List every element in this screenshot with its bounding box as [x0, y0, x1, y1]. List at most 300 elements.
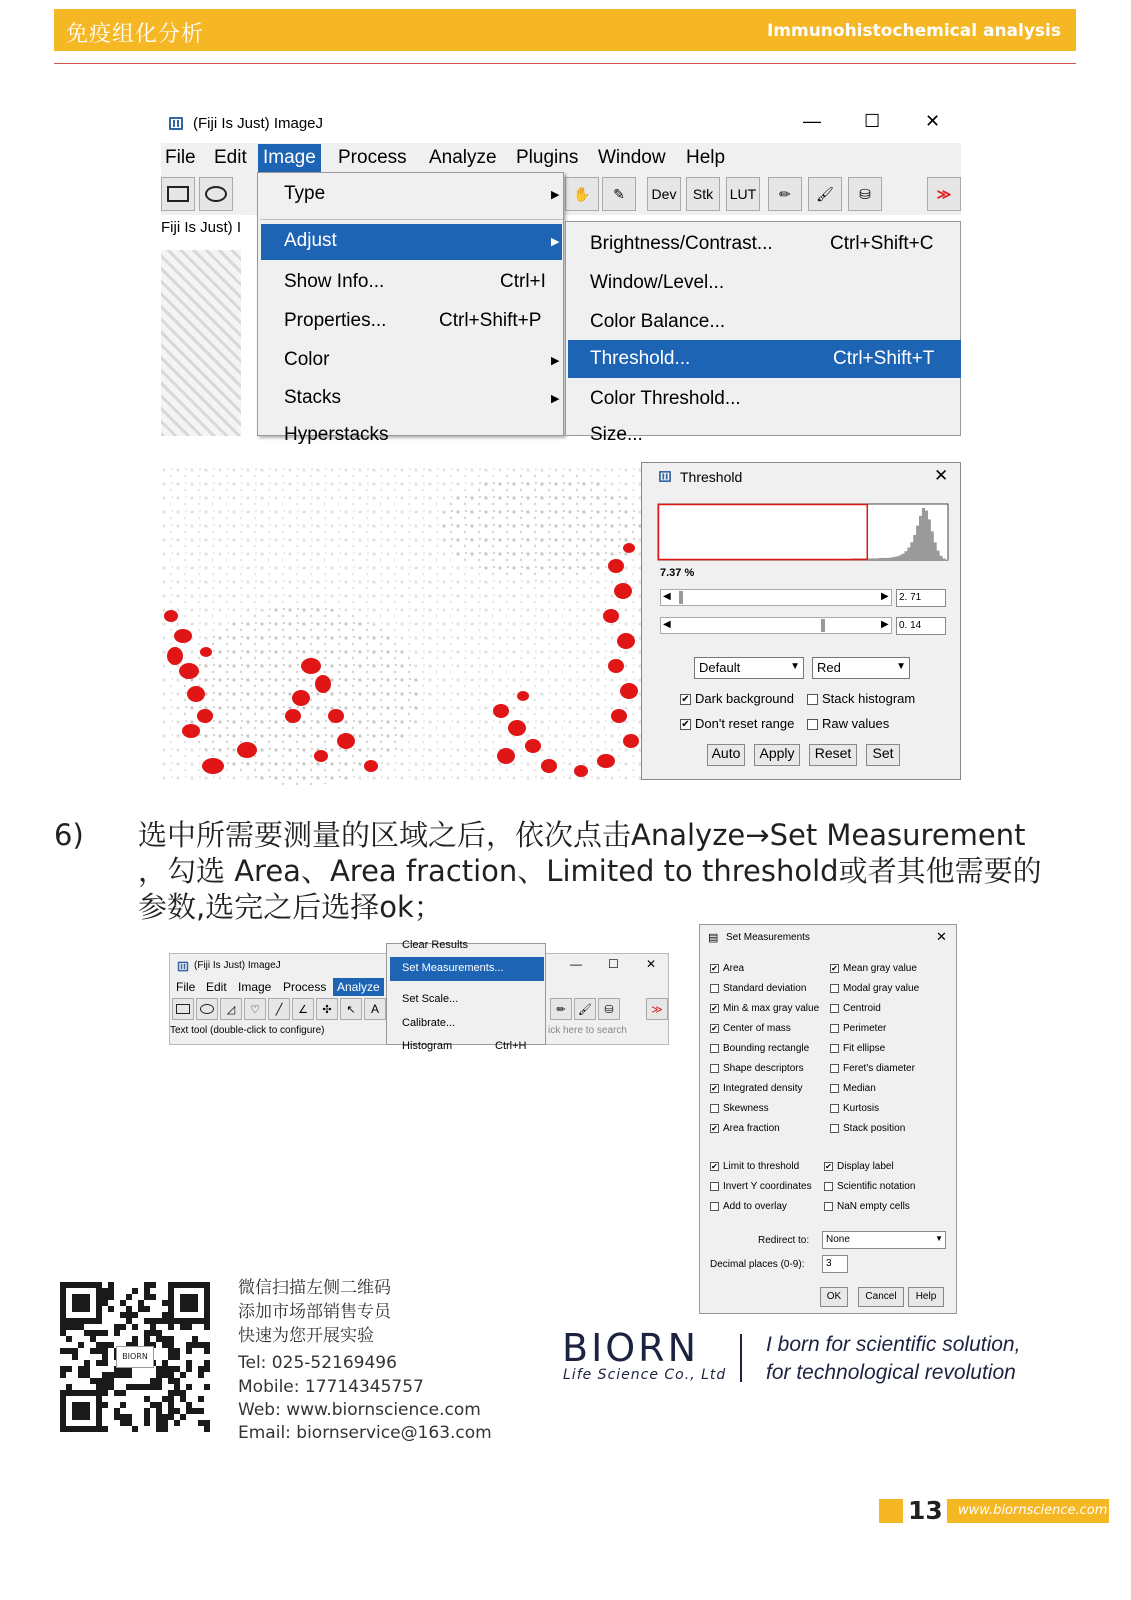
checkbox-label: Mean gray value: [843, 963, 917, 974]
qr-module: [126, 1420, 132, 1426]
qr-module: [126, 1306, 132, 1312]
qr-module: [162, 1342, 168, 1348]
checkbox-label: Shape descriptors: [723, 1063, 804, 1074]
qr-module: [156, 1372, 162, 1378]
shortcut: Ctrl+Shift+P: [439, 310, 542, 331]
footer-url[interactable]: www.biornscience.com: [958, 1503, 1108, 1518]
checkbox-feret-s-diameter[interactable]: [830, 1063, 915, 1074]
qr-module: [114, 1372, 120, 1378]
histogram: [658, 504, 948, 560]
set-button[interactable]: Set: [866, 744, 900, 766]
qr-module: [96, 1288, 102, 1294]
menu-item-histogram[interactable]: Histogram: [402, 1040, 453, 1052]
qr-code: [60, 1282, 210, 1432]
qr-module: [132, 1312, 138, 1318]
imagej-icon: [169, 117, 183, 130]
checkbox-label: Modal gray value: [843, 983, 920, 994]
menu-item-hyperstacks[interactable]: Hyperstacks: [284, 424, 389, 445]
qr-module: [66, 1426, 72, 1432]
qr-module: [204, 1384, 210, 1390]
qr-module: [78, 1426, 84, 1432]
line-tool[interactable]: [268, 998, 290, 1020]
checkbox-box: [710, 1104, 719, 1113]
method-select[interactable]: [694, 657, 804, 679]
checkbox-box: [830, 1004, 839, 1013]
qr-module: [186, 1324, 192, 1330]
checkbox-label: Centroid: [843, 1003, 881, 1014]
qr-module: [180, 1324, 186, 1330]
qr-module: [78, 1294, 84, 1300]
menu-item-brightness-contrast[interactable]: Brightness/Contrast...: [590, 233, 773, 254]
checkbox-label: Median: [843, 1083, 876, 1094]
stk-tool[interactable]: [686, 177, 720, 211]
qr-module: [120, 1300, 126, 1306]
qr-module: [72, 1294, 78, 1300]
dialog-title: Set Measurements: [726, 932, 810, 943]
qr-module: [102, 1378, 108, 1384]
qr-module: [186, 1318, 192, 1324]
checkbox-modal-gray-value[interactable]: [830, 983, 919, 994]
qr-module: [126, 1414, 132, 1420]
threshold-title: Threshold: [680, 469, 743, 485]
qr-module: [204, 1366, 210, 1372]
checkbox-nan-empty-cells[interactable]: [824, 1201, 910, 1212]
checkbox-label: Integrated density: [723, 1083, 803, 1094]
qr-module: [102, 1342, 108, 1348]
more-tools[interactable]: [927, 177, 961, 211]
qr-module: [72, 1324, 78, 1330]
checkbox-raw-values[interactable]: [807, 716, 889, 731]
histogram-bar: [899, 555, 902, 560]
menu-item-type[interactable]: Type: [284, 183, 326, 204]
checkbox-mean-gray-value[interactable]: [830, 963, 917, 974]
qr-module: [96, 1342, 102, 1348]
qr-module: [60, 1318, 66, 1324]
more-tools[interactable]: [646, 998, 668, 1020]
min-slider[interactable]: [660, 589, 892, 606]
step-line-3: 参数,选完之后选择ok；: [138, 890, 443, 924]
flood-fill-tool[interactable]: [598, 998, 620, 1020]
checkbox-min-max-gray-value[interactable]: [710, 1003, 819, 1014]
menu-analyze[interactable]: Analyze: [429, 147, 497, 168]
histogram-bar: [945, 559, 948, 560]
qr-module: [84, 1372, 90, 1378]
qr-module: [96, 1294, 102, 1300]
qr-module: [78, 1342, 84, 1348]
rectangle-tool[interactable]: [161, 177, 195, 211]
qr-module: [60, 1330, 66, 1336]
auto-button[interactable]: Auto: [707, 744, 745, 766]
qr-module: [60, 1348, 66, 1354]
qr-module: [114, 1408, 120, 1414]
maximize-icon[interactable]: ☐: [864, 111, 881, 131]
point-icon: ✣: [322, 1003, 332, 1016]
qr-module: [174, 1354, 180, 1360]
min-value-field[interactable]: 2. 71: [896, 589, 946, 607]
checkbox-invert-y-coordinates[interactable]: [710, 1181, 812, 1192]
menu-item-stacks[interactable]: Stacks: [284, 387, 342, 408]
qr-module: [66, 1348, 72, 1354]
qr-module: [102, 1426, 108, 1432]
pencil-tool[interactable]: [550, 998, 572, 1020]
qr-module: [204, 1306, 210, 1312]
menu-edit[interactable]: Edit: [206, 980, 227, 994]
checkbox-box: ✔: [711, 1161, 718, 1171]
close-icon[interactable]: ✕: [934, 466, 949, 485]
slider-thumb[interactable]: [821, 619, 825, 632]
ok-button[interactable]: OK: [820, 1287, 848, 1307]
checkbox-dont-reset-range[interactable]: [680, 716, 794, 731]
qr-module: [102, 1372, 108, 1378]
qr-module: [180, 1306, 186, 1312]
histogram-bar: [878, 558, 881, 560]
checkbox-box: ✔: [711, 963, 718, 973]
apply-button[interactable]: Apply: [754, 744, 800, 766]
lut-tool[interactable]: [726, 177, 760, 211]
qr-module: [186, 1300, 192, 1306]
qr-module: [168, 1336, 174, 1342]
checkbox-add-to-overlay[interactable]: [710, 1201, 787, 1212]
close-icon[interactable]: ✕: [936, 929, 947, 944]
contact-email[interactable]: Email: biornservice@163.com: [238, 1423, 492, 1443]
menu-item-clear-results[interactable]: Clear Results: [402, 939, 469, 951]
qr-module: [102, 1294, 108, 1300]
image-strip: [161, 250, 241, 436]
qr-module: [144, 1414, 150, 1420]
menu-help[interactable]: Help: [686, 147, 726, 168]
wand-tool[interactable]: [340, 998, 362, 1020]
qr-module: [78, 1366, 84, 1372]
menu-item-properties[interactable]: Properties...: [284, 310, 387, 331]
menu-item-window-level[interactable]: Window/Level...: [590, 272, 725, 293]
menu-item-calibrate[interactable]: Calibrate...: [402, 1017, 456, 1029]
qr-module: [144, 1306, 150, 1312]
menu-item-threshold-label: Threshold...: [590, 348, 691, 369]
checkbox-box: [830, 1044, 839, 1053]
qr-module: [204, 1342, 210, 1348]
qr-module: [78, 1414, 84, 1420]
oval-icon: [200, 1004, 214, 1014]
pencil-tool[interactable]: [768, 177, 802, 211]
qr-module: [180, 1372, 186, 1378]
angle-tool[interactable]: [292, 998, 314, 1020]
header-title-cn: 免疫组化分析: [66, 22, 205, 47]
menu-window[interactable]: Window: [598, 147, 666, 168]
checkbox-label: Stack histogram: [822, 691, 916, 706]
qr-module: [204, 1420, 210, 1426]
checkbox-limit-to-threshold[interactable]: [710, 1161, 799, 1172]
max-value-field[interactable]: 0. 14: [896, 617, 946, 635]
checkbox-label: Don't reset range: [695, 716, 795, 731]
qr-module: [90, 1390, 96, 1396]
qr-module: [84, 1294, 90, 1300]
oval-tool[interactable]: [199, 177, 233, 211]
qr-module: [84, 1366, 90, 1372]
qr-module: [144, 1288, 150, 1294]
chevron-down-icon: ▼: [790, 661, 800, 672]
qr-module: [174, 1378, 180, 1384]
checkbox-label: Bounding rectangle: [723, 1043, 810, 1054]
qr-module: [126, 1318, 132, 1324]
qr-module: [90, 1348, 96, 1354]
menu-item-color-threshold[interactable]: Color Threshold...: [590, 388, 741, 409]
qr-module: [192, 1300, 198, 1306]
qr-module: [114, 1390, 120, 1396]
imagej-window-2: [161, 939, 673, 1052]
chevron-down-icon: ▼: [935, 1234, 943, 1243]
checkbox-area[interactable]: [710, 963, 744, 974]
qr-module: [108, 1372, 114, 1378]
qr-module: [72, 1348, 78, 1354]
decimal-input[interactable]: 3: [822, 1255, 848, 1273]
qr-module: [120, 1372, 126, 1378]
qr-line-2: 添加市场部销售专员: [238, 1302, 391, 1322]
chevron-left-icon[interactable]: ◀: [663, 591, 671, 602]
menu-plugins[interactable]: Plugins: [516, 147, 579, 168]
flood-fill-tool[interactable]: [848, 177, 882, 211]
hand-tool[interactable]: [565, 177, 599, 211]
checkbox-center-of-mass[interactable]: [710, 1023, 791, 1034]
text-tool[interactable]: [364, 998, 386, 1020]
checkbox-kurtosis[interactable]: [830, 1103, 879, 1114]
checkbox-label: Raw values: [822, 716, 890, 731]
polygon-tool[interactable]: [220, 998, 242, 1020]
qr-module: [138, 1306, 144, 1312]
menu-item-set-measurements[interactable]: [390, 957, 544, 981]
checkbox-shape-descriptors[interactable]: [710, 1063, 804, 1074]
checkbox-box: [807, 694, 818, 705]
qr-module: [180, 1282, 186, 1288]
imagej-window-1: [161, 105, 961, 445]
qr-module: [156, 1408, 162, 1414]
contact-web[interactable]: Web: www.biornscience.com: [238, 1400, 481, 1420]
menu-file[interactable]: File: [165, 147, 196, 168]
checkbox-box: [710, 984, 719, 993]
checkbox-integrated-density[interactable]: [710, 1083, 803, 1094]
qr-module: [72, 1282, 78, 1288]
chevron-right-icon[interactable]: ▶: [881, 619, 889, 630]
qr-module: [144, 1384, 150, 1390]
checkbox-stack-position[interactable]: [830, 1123, 905, 1134]
qr-module: [96, 1426, 102, 1432]
qr-module: [138, 1300, 144, 1306]
menu-analyze[interactable]: Analyze: [333, 978, 384, 996]
menu-item-color[interactable]: Color: [284, 349, 330, 370]
qr-module: [168, 1408, 174, 1414]
qr-module: [168, 1390, 174, 1396]
histogram-bar: [890, 557, 893, 560]
checkbox-box: [710, 1202, 719, 1211]
menu-item-adjust[interactable]: [261, 224, 562, 260]
color-picker-tool[interactable]: [602, 177, 636, 211]
checkbox-label: Fit ellipse: [843, 1043, 886, 1054]
qr-module: [174, 1390, 180, 1396]
qr-module: [72, 1354, 78, 1360]
qr-module: [108, 1282, 114, 1288]
qr-module: [174, 1282, 180, 1288]
histogram-bar: [881, 558, 884, 560]
menu-image[interactable]: Image: [258, 144, 321, 172]
qr-module: [192, 1408, 198, 1414]
help-button[interactable]: Help: [908, 1287, 944, 1307]
histogram-bar: [919, 516, 922, 560]
close-icon[interactable]: ✕: [646, 957, 657, 971]
checkbox-scientific-notation[interactable]: [824, 1181, 915, 1192]
menu-item-threshold[interactable]: [568, 340, 961, 378]
qr-module: [78, 1408, 84, 1414]
qr-module: [162, 1336, 168, 1342]
menu-item-show-info[interactable]: Show Info...: [284, 271, 385, 292]
qr-module: [102, 1390, 108, 1396]
menu-item-color-balance[interactable]: Color Balance...: [590, 311, 726, 332]
qr-module: [102, 1354, 108, 1360]
checkbox-median[interactable]: [830, 1083, 876, 1094]
wand-icon: ↖: [346, 1003, 356, 1016]
qr-module: [168, 1378, 174, 1384]
maximize-icon[interactable]: ☐: [608, 957, 619, 971]
qr-module: [126, 1384, 132, 1390]
menu-item-size[interactable]: Size...: [590, 424, 643, 445]
qr-module: [108, 1294, 114, 1300]
checkbox-box: [830, 1104, 839, 1113]
checkbox-area-fraction[interactable]: [710, 1123, 780, 1134]
histogram-bar: [873, 558, 876, 560]
menu-item-set-scale[interactable]: Set Scale...: [402, 993, 459, 1005]
histogram-bar: [913, 535, 916, 560]
qr-module: [174, 1420, 180, 1426]
qr-module: [78, 1282, 84, 1288]
qr-module: [180, 1396, 186, 1402]
qr-module: [204, 1300, 210, 1306]
qr-module: [162, 1426, 168, 1432]
checkbox-bounding-rectangle[interactable]: [710, 1043, 809, 1054]
checkbox-standard-deviation[interactable]: [710, 983, 806, 994]
qr-module: [156, 1420, 162, 1426]
qr-module: [144, 1396, 150, 1402]
qr-module: [156, 1330, 162, 1336]
chevron-left-icon[interactable]: ◀: [663, 619, 671, 630]
slider-thumb[interactable]: [679, 591, 683, 604]
qr-module: [192, 1282, 198, 1288]
submenu-arrow: ▶: [551, 393, 560, 405]
step-line-1: 选中所需要测量的区域之后，依次点击Analyze→Set Measurement: [138, 818, 1026, 852]
qr-module: [114, 1330, 120, 1336]
brush-icon: 🖌: [578, 1003, 592, 1016]
checkbox-stack-histogram[interactable]: [807, 691, 915, 706]
max-slider[interactable]: [660, 617, 892, 634]
menu-file[interactable]: File: [176, 980, 196, 994]
qr-module: [174, 1318, 180, 1324]
checkbox-fit-ellipse[interactable]: [830, 1043, 885, 1054]
qr-module: [186, 1342, 192, 1348]
checkbox-box: [710, 1182, 719, 1191]
histogram-bar: [925, 511, 928, 560]
qr-module: [186, 1306, 192, 1312]
point-tool[interactable]: [316, 998, 338, 1020]
qr-module: [198, 1408, 204, 1414]
menu-image[interactable]: Image: [238, 980, 272, 994]
checkbox-box: [824, 1182, 833, 1191]
chevron-right-icon[interactable]: ▶: [881, 591, 889, 602]
qr-module: [102, 1360, 108, 1366]
dev-tool[interactable]: [647, 177, 681, 211]
qr-module: [60, 1306, 66, 1312]
reset-button[interactable]: Reset: [809, 744, 857, 766]
qr-module: [180, 1390, 186, 1396]
qr-module: [150, 1330, 156, 1336]
qr-module: [72, 1426, 78, 1432]
histogram-bar: [939, 556, 942, 560]
shortcut: Ctrl+I: [500, 271, 546, 292]
histogram-bar: [922, 508, 925, 560]
qr-module: [162, 1312, 168, 1318]
qr-module: [204, 1318, 210, 1324]
qr-module: [72, 1390, 78, 1396]
qr-module: [168, 1282, 174, 1288]
checkbox-box: ✔: [825, 1161, 832, 1171]
histogram-bar: [936, 551, 939, 560]
checkbox-skewness[interactable]: [710, 1103, 769, 1114]
checkbox-display-label[interactable]: [824, 1161, 894, 1172]
cancel-button[interactable]: Cancel: [858, 1287, 904, 1307]
qr-module: [168, 1372, 174, 1378]
qr-line-3: 快速为您开展实验: [238, 1326, 374, 1346]
minimize-icon[interactable]: —: [803, 111, 821, 131]
submenu-arrow: ▶: [551, 236, 560, 248]
redirect-select[interactable]: [822, 1231, 946, 1249]
qr-module: [114, 1414, 120, 1420]
qr-module: [186, 1366, 192, 1372]
brush-tool[interactable]: [808, 177, 842, 211]
checkbox-box: ✔: [711, 1023, 718, 1033]
qr-module: [108, 1306, 114, 1312]
menu-process[interactable]: Process: [283, 980, 327, 994]
qr-module: [168, 1288, 174, 1294]
rectangle-tool[interactable]: [172, 998, 194, 1020]
checkbox-dark-background[interactable]: [680, 691, 794, 706]
checkbox-centroid[interactable]: [830, 1003, 881, 1014]
menu-item-label: Set Measurements...: [402, 962, 504, 974]
qr-module: [96, 1318, 102, 1324]
close-icon[interactable]: ✕: [925, 111, 941, 131]
checkbox-label: Area fraction: [723, 1123, 780, 1134]
checkbox-perimeter[interactable]: [830, 1023, 886, 1034]
qr-module: [84, 1414, 90, 1420]
menu-process[interactable]: Process: [338, 147, 407, 168]
qr-module: [204, 1282, 210, 1288]
shortcut: Ctrl+Shift+C: [830, 233, 934, 254]
checkbox-label: Center of mass: [723, 1023, 791, 1034]
qr-module: [162, 1372, 168, 1378]
qr-module: [96, 1384, 102, 1390]
minimize-icon[interactable]: —: [570, 957, 582, 971]
qr-module: [78, 1402, 84, 1408]
brush-tool[interactable]: [574, 998, 596, 1020]
qr-module: [156, 1378, 162, 1384]
brand-logo: BIORN: [562, 1326, 700, 1370]
oval-tool[interactable]: [196, 998, 218, 1020]
freehand-tool[interactable]: [244, 998, 266, 1020]
qr-module: [120, 1402, 126, 1408]
qr-module: [198, 1342, 204, 1348]
qr-module: [108, 1378, 114, 1384]
window-title: (Fiji Is Just) ImageJ: [193, 115, 324, 132]
qr-module: [96, 1378, 102, 1384]
menu-edit[interactable]: Edit: [214, 147, 247, 168]
qr-module: [102, 1288, 108, 1294]
display-select[interactable]: [812, 657, 910, 679]
brush-icon: 🖌: [816, 185, 834, 202]
